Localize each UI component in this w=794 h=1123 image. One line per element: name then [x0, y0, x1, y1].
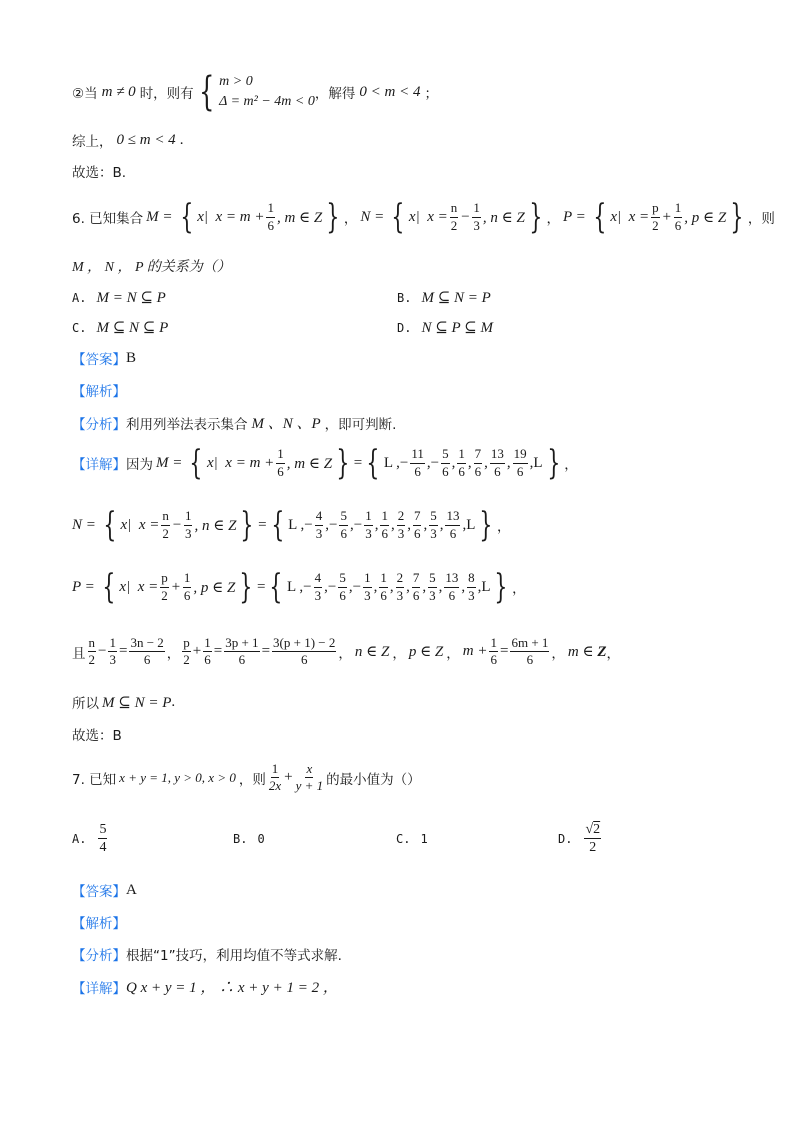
q6-qie-line: 且 $\frac{n}{2}$ − $\frac{1}{3}$ = $\frac{3n - 2}{6}$ ， $\frac{p}{2}$ + $\frac{1}{6}$ = $\frac{3p + 1}{6}$ = $\frac{3(p + 1) - 2}{6}$ ， n ∈ Z ， p ∈ Z ， m + $\frac{1}{6}$ = $\frac{6m + 1}{6}$ ， m ∈ Z ， — [72, 635, 621, 668]
q6-detail-n: N = { x| x = $\frac{n}{2}$ − $\frac{1}{3}$ , n ∈ Z } = { L ,− $\frac{4}{3}$ ,− $\frac{5}{6}$ ,− $\frac{1}{3}$ , $\frac{1}{6}$ , $\frac{2}{3}$ , $\frac{7}{6}$ , $\frac{5}{3}$ , $\frac{13}{6}$ ,L } ， — [72, 505, 511, 545]
q6-then: ，则 — [747, 211, 775, 227]
q7-cond: x + y = 1, y > 0, x > 0 — [119, 769, 236, 785]
q6-question-text: M ， N ， P 的关系为（） — [72, 260, 231, 275]
xiangjie-tag: 【详解】 — [72, 980, 126, 997]
q7-number: 7. 已知 — [72, 771, 117, 788]
option-text: M ⊆ N = P — [421, 290, 491, 306]
q7-fenxi — [72, 944, 342, 964]
q6-option-b — [397, 288, 491, 307]
q6-detail-p: P = { x| x = $\frac{p}{2}$ + $\frac{1}{6}$ , p ∈ Z } = { L ,− $\frac{4}{3}$ ,− $\frac{5}{6}$ ,− $\frac{1}{3}$ , $\frac{1}{6}$ , $\frac{2}{3}$ , $\frac{7}{6}$ , $\frac{5}{3}$ , $\frac{13}{6}$ , $\frac{8}{3}$ ,L } ， — [72, 567, 526, 607]
analysis-tag: 【解析】 — [72, 916, 126, 932]
case2-solve: ，解得 — [314, 86, 356, 102]
option-fraction: $\frac{5}{4}$ — [99, 822, 107, 856]
case2-cond: m ≠ 0 — [101, 83, 136, 100]
suoyi-text: 所以 — [72, 696, 99, 712]
q7-detail — [72, 976, 338, 997]
option-label: C. — [72, 320, 87, 335]
q6-analysis — [72, 380, 126, 400]
xiangjie-text: 因为 — [126, 457, 153, 473]
q7-analysis — [72, 912, 126, 932]
xiangjie-text: Q x + y = 1 ， ∴ x + y + 1 = 2 ， — [126, 980, 338, 996]
case2-prefix: ②当 — [72, 86, 98, 102]
q7-statement: 7. 已知 x + y = 1, y > 0, x > 0 ，则 $\frac{1}{2x}$ + $\frac{x}{y + 1}$ 的最小值为（） — [72, 761, 421, 794]
option-label: A. — [72, 290, 87, 305]
fenxi-tail: ，即可判断. — [324, 416, 397, 433]
q6-conclusion: 所以 M ⊆ N = P . — [72, 693, 176, 712]
q6-statement: 6. 已知集合 M = { x| x = m + $\frac{1}{6}$ , m ∈ Z } ， N = { x| x = $\frac{n}{2}$ − $\frac{1}{3}$ , n ∈ Z } ， P = { x| x = $\frac{p}{2}$ + $\frac{1}{6}$ , p ∈ Z } ，则 — [72, 197, 775, 237]
option-text: M = N ⊆ P — [96, 290, 166, 306]
system-row-1: m > 0 — [219, 74, 253, 90]
brace-left: { — [179, 197, 193, 237]
inequality-system — [219, 72, 315, 111]
q7-option-c — [396, 832, 438, 846]
option-label: C. — [396, 832, 411, 846]
q6-option-d — [397, 318, 493, 337]
answer-tag: 【答案】 — [72, 884, 126, 900]
q7-tail: 的最小值为（） — [326, 771, 421, 788]
option-text: 1 — [420, 832, 428, 846]
xiangjie-tag: 【详解】 — [72, 457, 126, 473]
qie-text: 且 — [72, 645, 86, 662]
q6-option-c — [72, 318, 168, 337]
option-text: M ⊆ N ⊆ P — [96, 320, 169, 336]
case2-then: 时，则有 — [139, 86, 194, 102]
fraction: $\frac{1}{6}$ — [267, 200, 274, 233]
q7-then: ，则 — [238, 771, 266, 788]
q6-number: 6. 已知集合 — [72, 211, 144, 227]
q6-answer — [72, 348, 136, 368]
q6-question-tail — [72, 256, 231, 276]
option-label: B. — [233, 832, 248, 846]
case2-end: ； — [424, 86, 438, 102]
option-label: B. — [397, 290, 412, 305]
q6-detail-m: 【详解】 因为 M = { x| x = m + $\frac{1}{6}$ , m ∈ Z } = { L ,− $\frac{11}{6}$ ,− $\frac{5}{6}$ , $\frac{1}{6}$ , $\frac{7}{6}$ , $\frac{13}{6}$ , $\frac{19}{6}$ ,L } ， — [72, 443, 578, 483]
q6-option-a — [72, 288, 166, 307]
prev-choice — [72, 161, 126, 181]
prev-choice-text: 故选：B. — [72, 165, 127, 181]
summary-result: 0 ≤ m < 4 — [116, 131, 176, 148]
fenxi-tag: 【分析】 — [72, 948, 126, 964]
case2-result: 0 < m < 4 — [359, 83, 421, 100]
answer-tag: 【答案】 — [72, 352, 126, 368]
fenxi-tag: 【分析】 — [72, 416, 126, 433]
system-row-2: Δ = m² − 4m < 0 — [219, 94, 315, 109]
conclusion-math: M ⊆ N = P — [102, 694, 172, 711]
option-label: A. — [72, 831, 87, 846]
option-text: N ⊆ P ⊆ M — [421, 320, 493, 336]
q6-choice-text: 故选：B — [72, 728, 122, 744]
system-brace: { — [198, 69, 215, 115]
summary-line — [72, 130, 183, 150]
option-label: D. — [397, 320, 412, 335]
answer-value: B — [126, 349, 137, 366]
q6-choice — [72, 724, 122, 744]
summary-prefix: 综上， — [72, 134, 113, 150]
option-label: D. — [558, 831, 573, 846]
brace-right: } — [326, 197, 340, 237]
q6-fenxi: 【分析】 利用列举法表示集合 M 、N 、P ，即可判断. — [72, 412, 396, 433]
fenxi-text: 利用列举法表示集合 — [126, 416, 248, 433]
option-fraction: $\frac{√2}{2}$ — [585, 822, 601, 856]
q7-answer — [72, 880, 137, 900]
case2-line — [72, 69, 438, 115]
q7-option-a — [72, 822, 109, 856]
q7-option-b — [233, 832, 275, 846]
analysis-tag: 【解析】 — [72, 384, 126, 400]
q7-option-d — [558, 822, 603, 856]
fenxi-text: 根据“1”技巧，利用均值不等式求解. — [126, 948, 342, 964]
summary-end: . — [179, 131, 184, 148]
option-text: 0 — [257, 832, 265, 846]
answer-value: A — [126, 881, 137, 898]
